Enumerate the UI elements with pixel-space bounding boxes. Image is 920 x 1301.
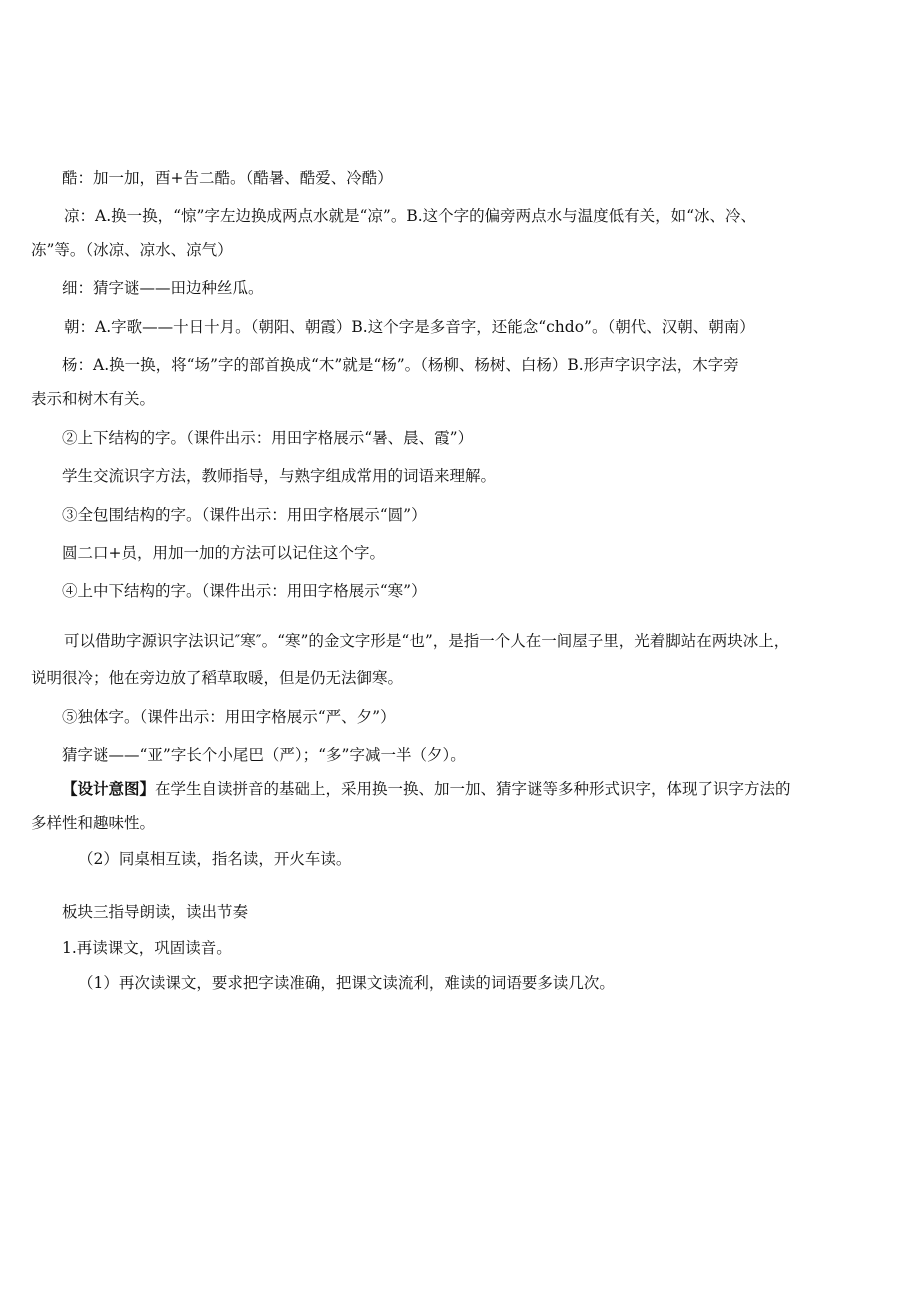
design-intent-text: 在学生自读拼音的基础上，采用换一换、加一加、猜字谜等多种形式识字，体现了识字方法的 [155, 780, 791, 798]
para-design-intent-line1 [62, 778, 920, 800]
para-yang-line1: 杨：A.换一换，将“场”字的部首换成“木”就是“杨”。（杨柳、杨树、白杨）B.形声字识字法，木字旁 [62, 356, 739, 374]
para-enclosed: ③全包围结构的字。（课件出示：用田字格展示“圆”） [62, 506, 427, 524]
para-yuan: 圆二口+员，用加一加的方法可以记住这个字。 [62, 544, 385, 562]
para-reread: 1.再读课文，巩固读音。 [62, 939, 232, 957]
section-heading-3: 板块三指导朗读，读出节奏 [62, 903, 249, 921]
para-exchange: 学生交流识字方法，教师指导，与熟字组成常用的词语来理解。 [62, 467, 497, 485]
para-xi: 细：猜字谜——田边种丝瓜。 [62, 279, 264, 297]
para-desk-reading: （2）同桌相互读，指名读，开火车读。 [78, 850, 352, 868]
para-chao: 朝：A.字歌——十日十月。（朝阳、朝霞）B.这个字是多音字，还能念“chdo”。（朝代、汉朝、朝南） [64, 318, 755, 336]
para-han-line2: 说明很冷；他在旁边放了稻草取暖，但是仍无法御寒。 [31, 669, 404, 687]
para-han-line1: 可以借助字源识字法识记″寒″。“寒”的金文字形是“也”，是指一个人在一间屋子里，光着脚站在两块冰上， [64, 632, 790, 650]
para-liang-line2: 冻”等。（冰凉、凉水、凉气） [31, 241, 233, 259]
para-liang-line1: 凉：A.换一换，“惊”字左边换成两点水就是“凉”。B.这个字的偏旁两点水与温度低有关，如“冰、冷、 [64, 207, 757, 225]
design-intent-label: 【设计意图】 [62, 779, 156, 798]
para-yang-line2: 表示和树木有关。 [31, 390, 156, 408]
para-ku: 酷：加一加，酉+告二酷。（酷暑、酷爱、冷酷） [62, 169, 393, 187]
para-riddle: 猜字谜——“亚”字长个小尾巴（严）；“多”字减一半（夕）。 [62, 746, 466, 764]
para-top-bottom: ②上下结构的字。（课件出示：用田字格展示“暑、晨、霞”） [62, 429, 474, 447]
para-top-middle-bottom: ④上中下结构的字。（课件出示：用田字格展示“寒”） [62, 582, 427, 600]
para-design-intent-line2: 多样性和趣味性。 [31, 814, 156, 832]
para-read-again: （1）再次读课文，要求把字读准确，把课文读流利，难读的词语要多读几次。 [78, 974, 615, 992]
para-single-body: ⑤独体字。（课件出示：用田字格展示“严、夕”） [62, 708, 396, 726]
